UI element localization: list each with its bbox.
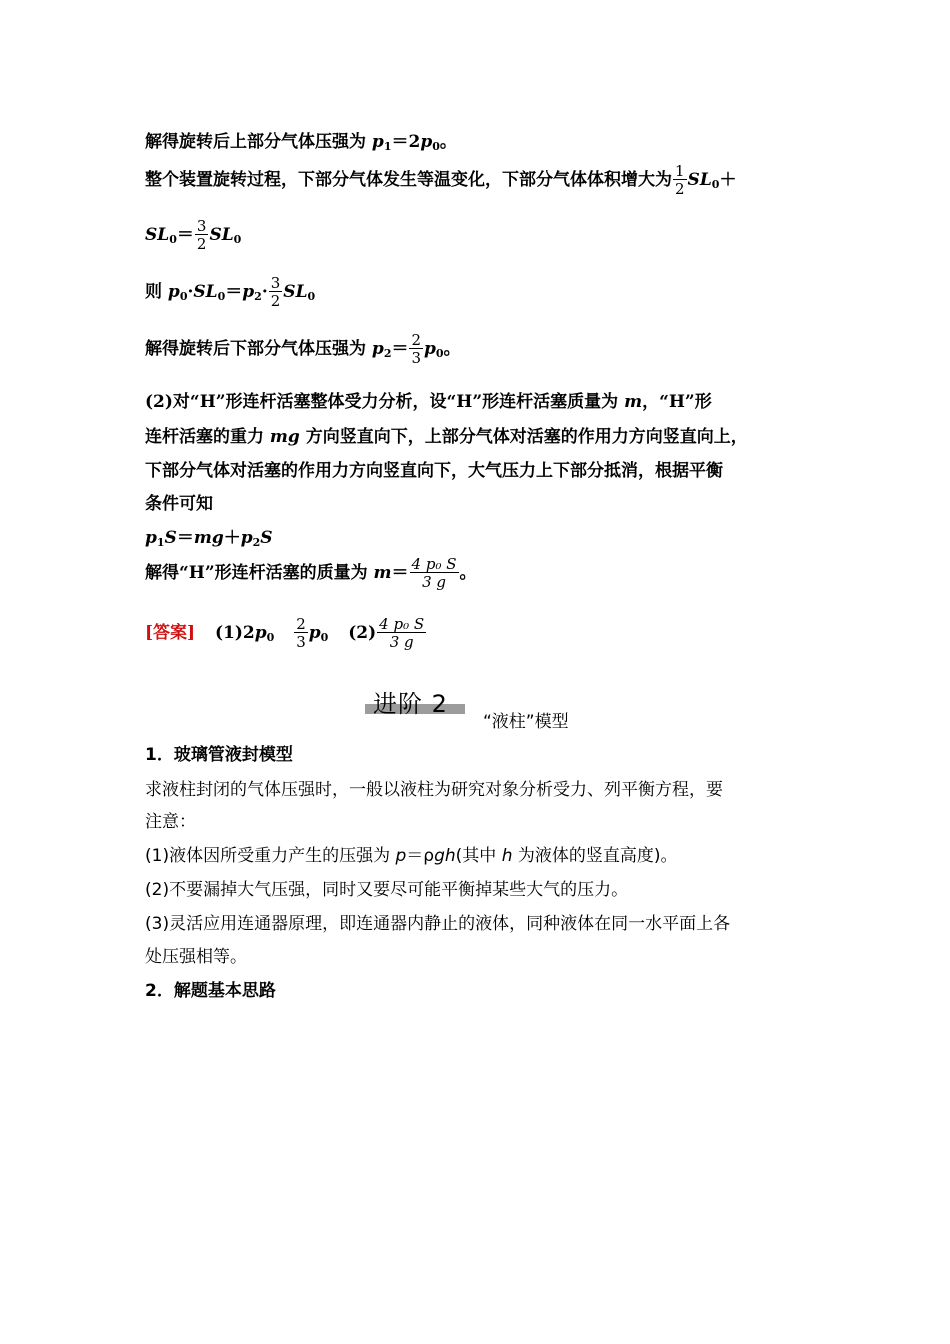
section-heading-2: 2．解题基本思路 <box>145 981 276 1001</box>
answer-fraction-mass: $\frac{\text{4 p₀ S}}{3 g}$ <box>379 615 425 651</box>
solution-line-9: 条件可知 <box>145 494 213 514</box>
section-paragraph-line-2: 注意： <box>145 812 196 832</box>
solution-line-5: 解得旋转后下部分气体压强为 $p_2=$ $\frac{2}{3}$ $p_0$。 <box>145 331 461 367</box>
answer-tag: [答案] <box>145 623 196 643</box>
section-item-1: (1)液体因所受重力产生的压强为 p＝ρgh(其中 h 为液体的竖直高度)。 <box>145 846 678 866</box>
solution-line-7: 连杆活塞的重力 mg 方向竖直向下，上部分气体对活塞的作用力方向竖直向上， <box>145 427 748 447</box>
fraction-two-thirds: $\frac{2}{3}$ <box>411 331 422 367</box>
solution-line-6: (2)对“H”形连杆活塞整体受力分析，设“H”形连杆活塞质量为 m，“H”形 <box>145 392 712 412</box>
section-item-3-line-1: (3)灵活应用连通器原理，即连通器内静止的液体，同种液体在同一水平面上各 <box>145 914 731 934</box>
answer-line: [答案] $(1)2p_0$ $\frac{2}{3}$ $p_0$ (2) $\frac{\text{4 p₀ S}}{3 g}$ <box>145 615 425 651</box>
section-item-3-line-2: 处压强相等。 <box>145 947 247 967</box>
fraction-three-halves: $\frac{3}{2}$ <box>196 217 207 253</box>
solution-line-10: $p_1S=mg+p_2S$ <box>145 528 273 549</box>
stage-heading: 进阶 2 <box>365 684 465 714</box>
solution-line-4: 则 $p_0\cdot SL_0=p_2\cdot$ $\frac{3}{2}$ $SL_0$ <box>145 274 316 310</box>
solution-line-8: 下部分气体对活塞的作用力方向竖直向下，大气压力上下部分抵消，根据平衡 <box>145 461 723 481</box>
solution-line-1: 解得旋转后上部分气体压强为 $p_1=2p_0$。 <box>145 132 457 153</box>
solution-line-11: 解得“H”形连杆活塞的质量为 m＝ $\frac{\text{4 p₀ S}}{3 g}$ 。 <box>145 555 477 591</box>
solution-line-3: $SL_0=$ $\frac{3}{2}$ $SL_0$ <box>145 217 242 253</box>
stage-subtitle: “液柱”模型 <box>483 712 569 732</box>
fraction-three-halves: $\frac{3}{2}$ <box>270 274 281 310</box>
solution-line-2: 整个装置旋转过程，下部分气体发生等温变化，下部分气体体积增大为 $\frac{1}{2}$ $SL_0+$ <box>145 162 737 198</box>
fraction-mass: $\frac{\text{4 p₀ S}}{3 g}$ <box>411 555 457 591</box>
answer-fraction-two-thirds: $\frac{2}{3}$ <box>296 615 306 651</box>
fraction-one-half: $\frac{1}{2}$ <box>675 162 685 198</box>
section-paragraph-line-1: 求液柱封闭的气体压强时，一般以液柱为研究对象分析受力、列平衡方程，要 <box>145 780 723 800</box>
section-heading-1: 1．玻璃管液封模型 <box>145 745 293 765</box>
section-item-2: (2)不要漏掉大气压强，同时又要尽可能平衡掉某些大气的压力。 <box>145 880 629 900</box>
